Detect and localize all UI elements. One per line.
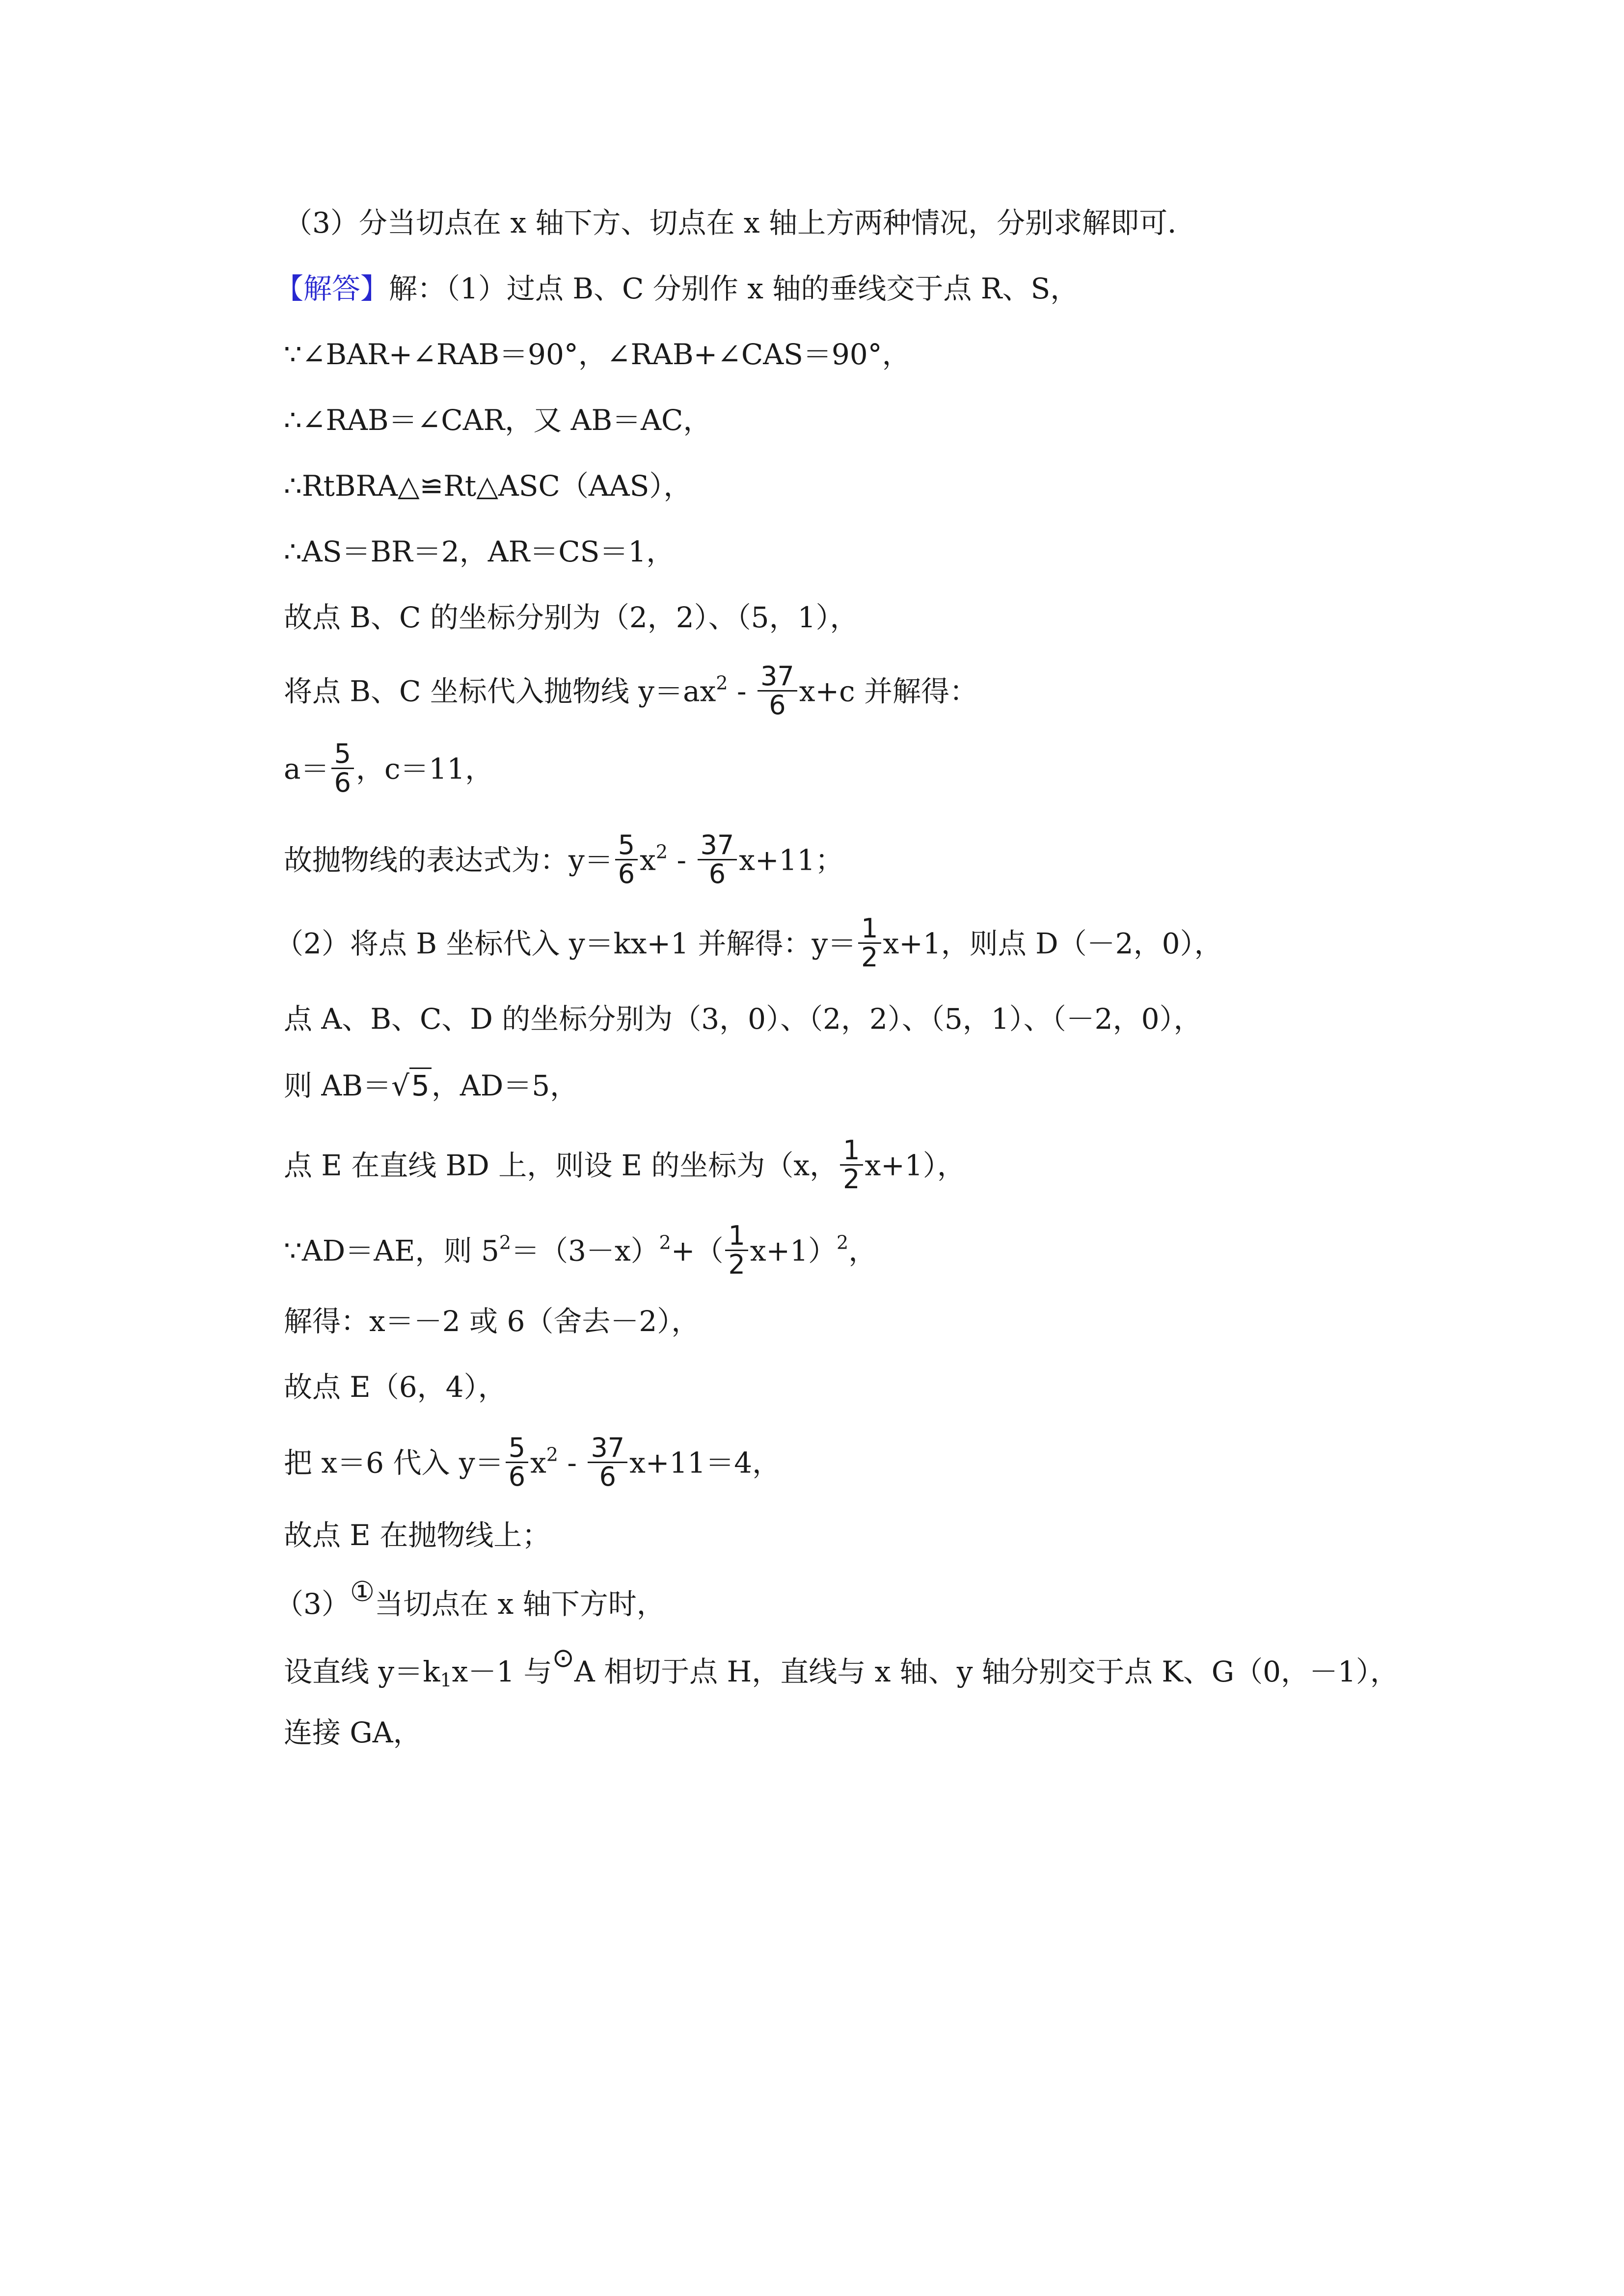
text-line-21 [284, 1642, 1399, 1691]
fraction-37-6 [588, 1434, 627, 1491]
fraction-denominator: 6 [769, 690, 786, 721]
text-segment: x [640, 843, 656, 877]
text-line-11 [275, 913, 1223, 974]
superscript: 2 [659, 1231, 671, 1254]
square-root [391, 1068, 432, 1102]
text-segment: x [530, 1446, 546, 1480]
text-segment: x+11＝4， [629, 1446, 781, 1480]
subscript: 1 [440, 1669, 452, 1691]
text-line-22: 连接 GA， [284, 1716, 422, 1749]
text-segment: x+11； [739, 843, 844, 877]
fraction-denominator: 6 [508, 1461, 526, 1492]
fraction-denominator: 6 [599, 1461, 616, 1492]
superscript: 2 [716, 672, 728, 694]
text-segment: +（ [671, 1234, 724, 1268]
text-segment: ∵AD＝AE，则 5 [284, 1234, 499, 1268]
text-line-2 [275, 271, 1079, 306]
circle-symbol-icon: ⊙ [552, 1642, 574, 1673]
text-segment: a＝ [284, 752, 329, 786]
text-segment: 把 x＝6 代入 y＝ [284, 1446, 504, 1480]
text-segment: ，AD＝5， [431, 1069, 579, 1102]
text-segment: （2）将点 B 坐标代入 y＝kx+1 并解得：y＝ [275, 927, 857, 961]
text-line-6: ∴AS＝BR＝2，AR＝CS＝1， [284, 535, 675, 568]
text-segment: x+c 并解得： [799, 674, 978, 708]
text-segment: 设直线 y＝k [284, 1655, 440, 1688]
text-segment: 将点 B、C 坐标代入抛物线 y＝ax [284, 674, 716, 708]
text-segment: （3） [275, 1587, 350, 1621]
fraction-numerator: 5 [506, 1434, 528, 1463]
text-line-10 [284, 829, 844, 891]
fraction-5-6 [331, 740, 354, 797]
circled-one-icon: ① [350, 1576, 375, 1608]
text-line-3: ∵∠BAR+∠RAB＝90°，∠RAB+∠CAS＝90°， [284, 338, 911, 371]
fraction-numerator: 37 [698, 831, 737, 860]
text-line-16: 解得：x＝－2 或 6（舍去－2）， [284, 1305, 700, 1338]
fraction-denominator: 2 [728, 1249, 745, 1280]
text-line-14 [284, 1135, 966, 1196]
text-line-18 [284, 1432, 781, 1494]
text-line-17: 故点 E（6，4）， [284, 1370, 507, 1404]
text-line-8 [284, 661, 978, 722]
fraction-numerator: 37 [758, 663, 797, 692]
superscript: 2 [837, 1231, 849, 1254]
fraction-numerator: 1 [840, 1137, 863, 1166]
text-segment: 点 E 在直线 BD 上，则设 E 的坐标为（x， [284, 1148, 839, 1182]
text-segment: A 相切于点 H，直线与 x 轴、y 轴分别交于点 K、G（0，－1）， [574, 1655, 1399, 1688]
fraction-denominator: 6 [334, 767, 351, 798]
text-segment: x+1）， [865, 1148, 966, 1182]
fraction-numerator: 1 [725, 1222, 748, 1251]
text-line-9 [284, 738, 494, 800]
radical-sign: √ [391, 1069, 409, 1102]
fraction-denominator: 6 [618, 858, 635, 889]
fraction-1-2 [858, 915, 881, 971]
text-line-5: ∴RtBRA△≌Rt△ASC（AAS）， [284, 469, 692, 503]
fraction-numerator: 37 [588, 1434, 627, 1463]
superscript: 2 [546, 1443, 558, 1466]
fraction-37-6 [698, 831, 737, 888]
superscript: 2 [499, 1231, 512, 1254]
fraction-denominator: 2 [861, 942, 878, 973]
text-line-20 [275, 1576, 665, 1623]
fraction-numerator: 5 [615, 831, 638, 860]
text-line-7: 故点 B、C 的坐标分别为（2，2）、（5，1）， [284, 601, 859, 634]
text-segment: ，c＝11， [355, 752, 494, 786]
text-line-13 [284, 1068, 578, 1103]
text-line-12: 点 A、B、C、D 的坐标分别为（3，0）、（2，2）、（5，1）、（－2，0）， [284, 1002, 1202, 1036]
fraction-denominator: 6 [708, 858, 726, 889]
text-segment: x－1 与 [452, 1655, 552, 1688]
fraction-37-6 [758, 663, 797, 719]
text-line-4: ∴∠RAB＝∠CAR，又 AB＝AC， [284, 403, 712, 437]
superscript: 2 [655, 841, 668, 863]
text-line-1: （3）分当切点在 x 轴下方、切点在 x 轴上方两种情况，分别求解即可． [284, 206, 1196, 240]
fraction-5-6 [506, 1434, 528, 1491]
text-segment: ＝（3－x） [511, 1234, 659, 1268]
text-segment: ， [848, 1234, 877, 1268]
text-segment: 当切点在 x 轴下方时， [375, 1587, 665, 1621]
text-segment: 则 AB＝ [284, 1069, 391, 1102]
text-segment: x+1） [750, 1234, 837, 1268]
answer-intro: 解：（1）过点 B、C 分别作 x 轴的垂线交于点 R、S， [389, 272, 1079, 305]
fraction-1-2 [725, 1222, 748, 1279]
answer-label: 【解答】 [275, 272, 389, 305]
fraction-5-6 [615, 831, 638, 888]
fraction-denominator: 2 [843, 1164, 860, 1195]
text-line-19: 故点 E 在抛物线上； [284, 1519, 551, 1552]
text-segment: - [668, 843, 696, 877]
fraction-1-2 [840, 1137, 863, 1193]
radicand: 5 [409, 1068, 432, 1102]
fraction-numerator: 5 [331, 740, 354, 769]
text-segment: 故抛物线的表达式为：y＝ [284, 843, 613, 877]
text-segment: - [728, 674, 756, 708]
text-line-15 [284, 1220, 877, 1281]
text-segment: x+1，则点 D（－2，0）， [883, 927, 1223, 961]
fraction-numerator: 1 [858, 915, 881, 944]
text-segment: - [558, 1446, 586, 1480]
